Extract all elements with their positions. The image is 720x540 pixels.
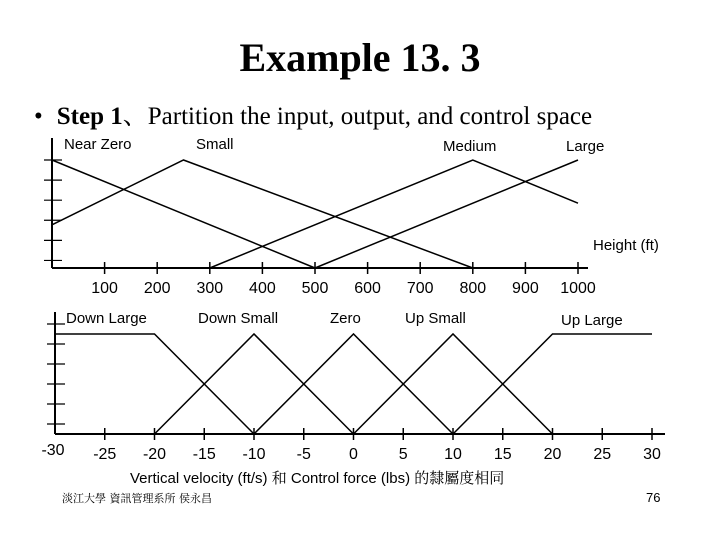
velocity-series-label: Up Large bbox=[561, 312, 623, 329]
velocity-x-axis-label: Vertical velocity (ft/s) 和 Control force (lbs) 的隸屬度相同 bbox=[130, 470, 505, 487]
height-x-tick-label: 900 bbox=[512, 280, 539, 297]
velocity-x-tick-label: -10 bbox=[242, 446, 266, 463]
height-x-tick-label: 500 bbox=[301, 280, 329, 297]
height-series-line bbox=[315, 160, 578, 268]
height-x-tick-label: 600 bbox=[354, 280, 381, 297]
bullet-text: Partition the input, output, and control space bbox=[147, 103, 593, 130]
velocity-series-line bbox=[55, 334, 254, 434]
velocity-series-line bbox=[453, 334, 652, 434]
height-series-line bbox=[52, 160, 473, 268]
velocity-x-tick-label: -30 bbox=[41, 442, 65, 459]
velocity-x-tick-label: 20 bbox=[543, 446, 562, 463]
bullet-separator: 、 bbox=[122, 103, 148, 130]
velocity-x-tick-label: 10 bbox=[444, 446, 462, 463]
velocity-x-tick-label: -15 bbox=[192, 446, 216, 463]
height-series-label: Medium bbox=[443, 138, 497, 155]
velocity-series-label: Down Large bbox=[66, 310, 147, 327]
velocity-series-label: Zero bbox=[330, 310, 361, 327]
velocity-x-tick-label: 5 bbox=[398, 446, 408, 463]
footer-author: 淡江大學 資訊管理系所 侯永昌 bbox=[62, 492, 212, 505]
height-x-tick-label: 300 bbox=[196, 280, 224, 297]
velocity-series-line bbox=[354, 334, 553, 434]
velocity-x-tick-label: 25 bbox=[593, 446, 612, 463]
height-x-axis-label: Height (ft) bbox=[593, 237, 659, 254]
height-x-tick-label: 1000 bbox=[560, 280, 596, 297]
velocity-x-tick-label: -20 bbox=[142, 446, 167, 463]
height-x-tick-label: 200 bbox=[143, 280, 171, 297]
height-series-line bbox=[52, 160, 315, 268]
bullet-bold-text: Step 1 bbox=[56, 103, 123, 130]
velocity-x-tick-label: 0 bbox=[349, 446, 358, 463]
height-series-label: Large bbox=[566, 138, 605, 155]
velocity-series-line bbox=[254, 334, 453, 434]
slide-title: Example 13. 3 bbox=[239, 35, 481, 80]
velocity-series-line bbox=[155, 334, 354, 434]
height-series-line bbox=[210, 160, 578, 268]
page-number: 76 bbox=[646, 490, 661, 505]
height-x-tick-label: 700 bbox=[406, 280, 434, 297]
velocity-x-tick-label: 30 bbox=[643, 446, 661, 463]
height-series-label: Near Zero bbox=[64, 136, 132, 153]
velocity-x-tick-label: -5 bbox=[296, 446, 311, 463]
bullet-symbol: • bbox=[34, 103, 43, 130]
height-series-label: Small bbox=[196, 136, 234, 153]
velocity-x-tick-label: -25 bbox=[93, 446, 117, 463]
height-x-tick-label: 100 bbox=[91, 280, 118, 297]
velocity-series-label: Up Small bbox=[405, 310, 466, 327]
height-x-tick-label: 800 bbox=[459, 280, 487, 297]
height-x-tick-label: 400 bbox=[249, 280, 276, 297]
velocity-x-tick-label: 15 bbox=[493, 446, 512, 463]
velocity-series-label: Down Small bbox=[198, 310, 279, 327]
